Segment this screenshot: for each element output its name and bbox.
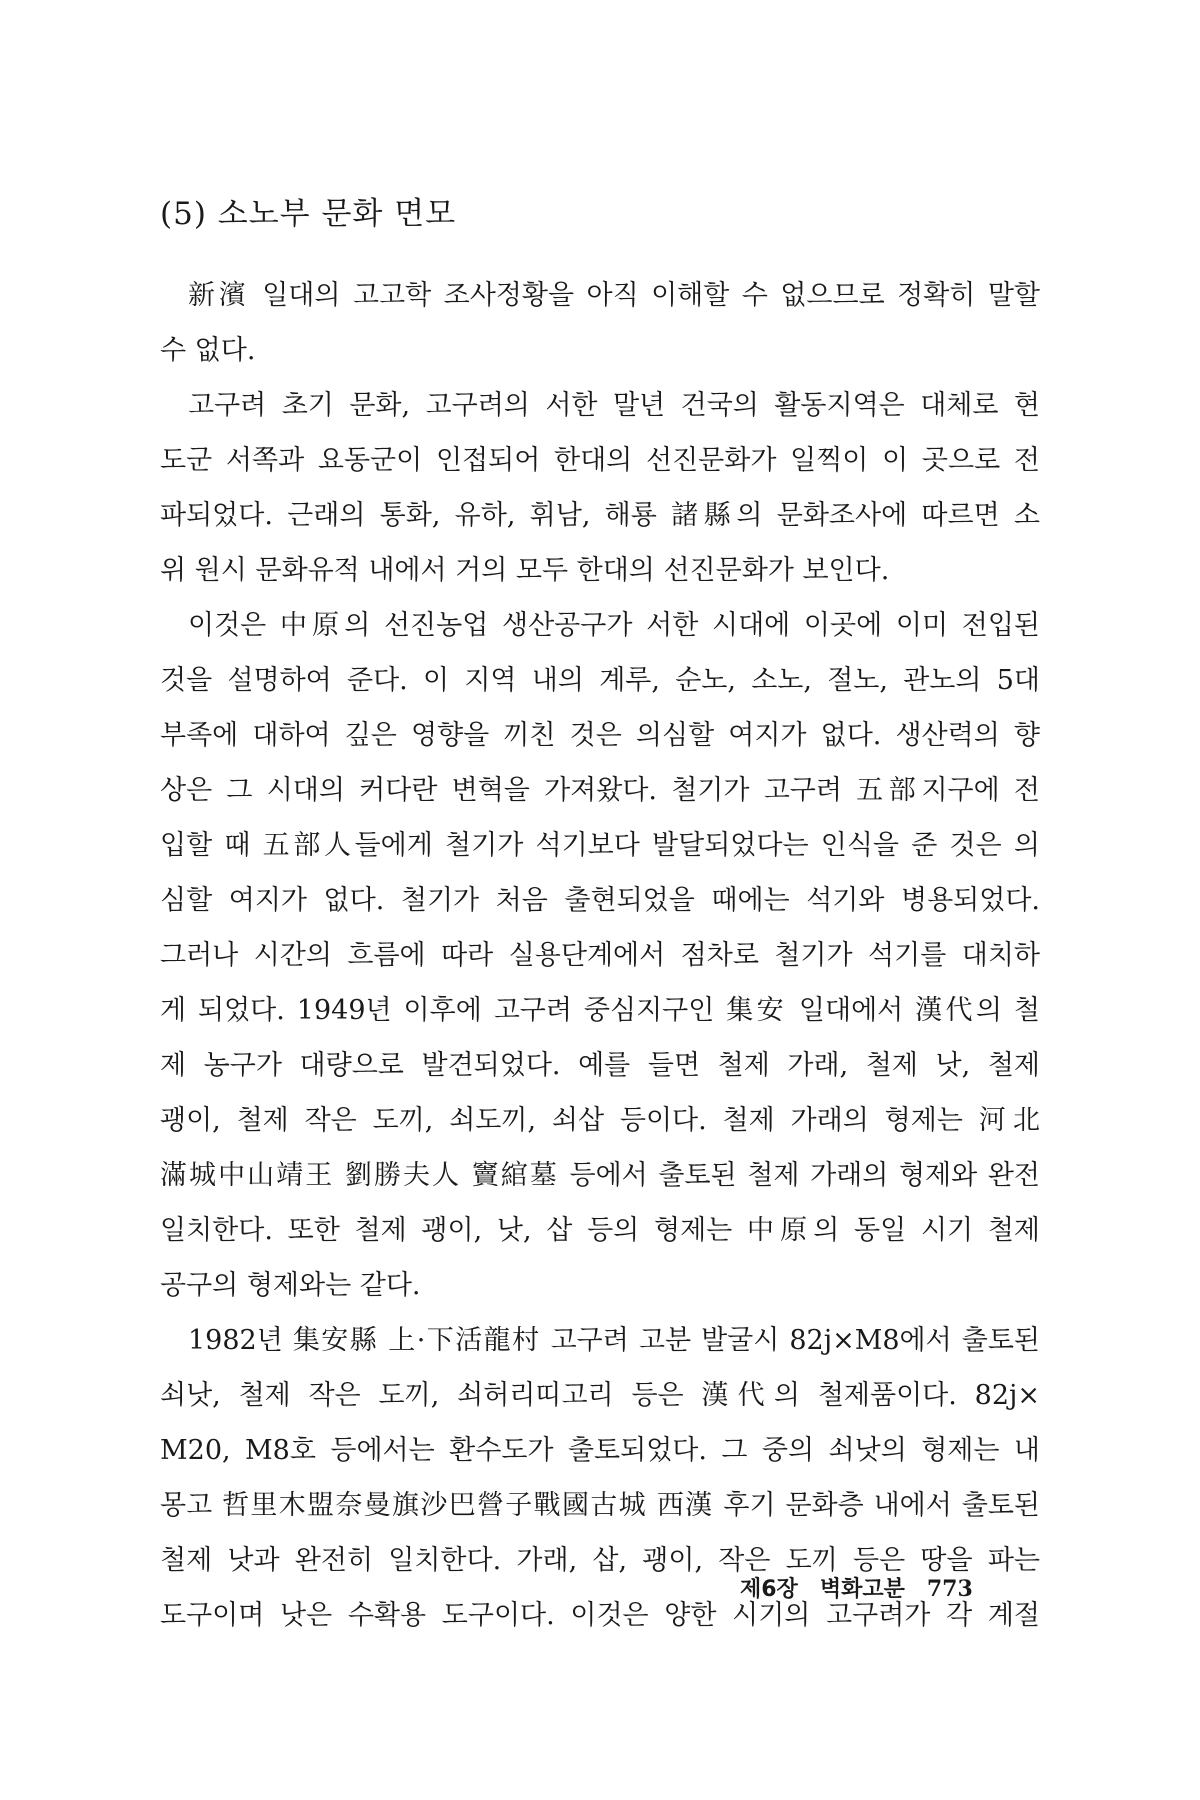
text-line: M20, M8호 등에서는 환수도가 출토되었다. 그 중의 쇠낫의 형제는 내 (160, 1435, 1040, 1466)
text-line: 상은 그 시대의 커다란 변혁을 가져왔다. 철기가 고구려 五部지구에 전 (160, 775, 1040, 806)
text-line: 입할 때 五部人들에게 철기가 석기보다 발달되었다는 인식을 준 것은 의 (160, 830, 1040, 861)
text-line: 新濱 일대의 고고학 조사정황을 아직 이해할 수 없으므로 정확히 말할 (188, 280, 1040, 311)
text-line: 위 원시 문화유적 내에서 거의 모두 한대의 선진문화가 보인다. (160, 555, 890, 586)
paragraph-1 (160, 268, 1040, 378)
page-number: 773 (926, 1576, 973, 1602)
text-line: 제 농구가 대량으로 발견되었다. 예를 들면 철제 가래, 철제 낫, 철제 (160, 1050, 1040, 1081)
paragraph-2 (160, 378, 1040, 598)
chapter-title: 벽화고분 (819, 1577, 905, 1602)
text-line: 철제 낫과 완전히 일치한다. 가래, 삽, 괭이, 작은 도끼 등은 땅을 파는 (160, 1545, 1040, 1576)
text-line: 부족에 대하여 깊은 영향을 끼친 것은 의심할 여지가 없다. 생산력의 향 (160, 720, 1040, 751)
text-line: 게 되었다. 1949년 이후에 고구려 중심지구인 集安 일대에서 漢代의 철 (160, 995, 1040, 1026)
text-line: 것을 설명하여 준다. 이 지역 내의 계루, 순노, 소노, 절노, 관노의 5대 (160, 665, 1040, 696)
text-line: 그러나 시간의 흐름에 따라 실용단계에서 점차로 철기가 석기를 대치하 (160, 940, 1040, 971)
text-line: 이것은 中原의 선진농업 생산공구가 서한 시대에 이곳에 이미 전입된 (188, 610, 1040, 641)
text-line: 도군 서쪽과 요동군이 인접되어 한대의 선진문화가 일찍이 이 곳으로 전 (160, 445, 1040, 476)
text-line: 滿城中山靖王 劉勝夫人 竇綰墓 등에서 출토된 철제 가래의 형제와 완전 (160, 1160, 1040, 1191)
paragraph-3 (160, 598, 1040, 1313)
section-heading: (5) 소노부 문화 면모 (160, 196, 457, 232)
text-line: 심할 여지가 없다. 철기가 처음 출현되었을 때에는 석기와 병용되었다. (160, 885, 1040, 916)
text-line: 고구려 초기 문화, 고구려의 서한 말년 건국의 활동지역은 대체로 현 (188, 390, 1040, 421)
text-line: 괭이, 철제 작은 도끼, 쇠도끼, 쇠삽 등이다. 철제 가래의 형제는 河北 (160, 1105, 1040, 1136)
page-footer (740, 1572, 1040, 1603)
text-line: 일치한다. 또한 철제 괭이, 낫, 삽 등의 형제는 中原의 동일 시기 철제 (160, 1215, 1040, 1246)
text-line: 몽고 哲里木盟奈曼旗沙巴營子戰國古城 西漢 후기 문화층 내에서 출토된 (160, 1490, 1040, 1521)
text-line: 수 없다. (160, 335, 256, 366)
text-line: 파되었다. 근래의 통화, 유하, 휘남, 해룡 諸縣의 문화조사에 따르면 소 (160, 500, 1040, 531)
text-line: 공구의 형제와는 같다. (160, 1270, 421, 1301)
text-line: 쇠낫, 철제 작은 도끼, 쇠허리띠고리 등은 漢代의 철제품이다. 82j× (160, 1380, 1040, 1411)
text-line: 도구이며 낫은 수확용 도구이다. 이것은 양한 시기의 고구려가 각 계절 (160, 1600, 1040, 1631)
text-line: 1982년 集安縣 上·下活龍村 고구려 고분 발굴시 82j×M8에서 출토된 (188, 1325, 1040, 1356)
body-text (160, 268, 1040, 1643)
chapter-label: 제6장 (740, 1577, 798, 1602)
